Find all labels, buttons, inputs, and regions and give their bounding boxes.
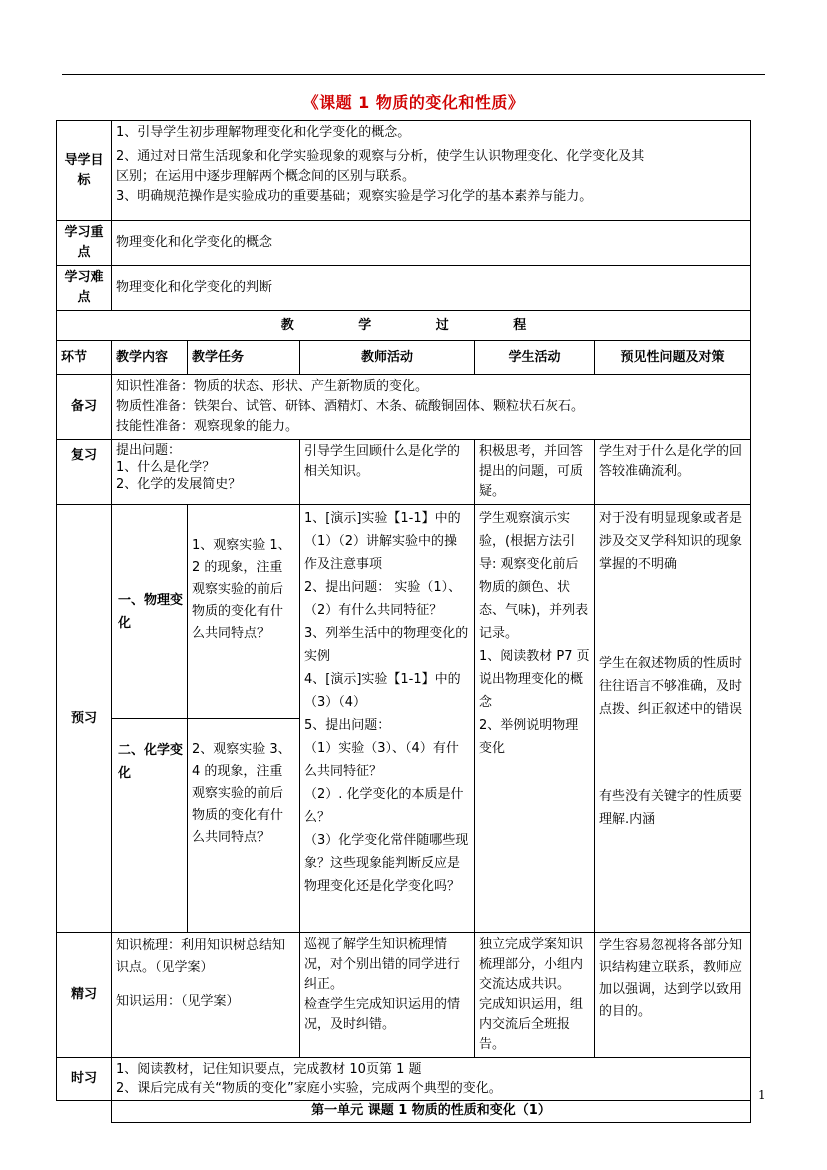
goals-label: 导学目标 — [57, 121, 112, 221]
focus-label: 学习重点 — [57, 221, 112, 266]
focus-text: 物理变化和化学变化的概念 — [112, 221, 751, 266]
review-issues: 学生对于什么是化学的回答较准确流利。 — [595, 440, 751, 505]
header-stage: 环节 — [57, 341, 112, 375]
process-title — [57, 311, 751, 341]
header-student: 学生活动 — [475, 341, 595, 375]
process-title-row — [57, 311, 751, 341]
preview-task-physical: 1、观察实验 1、2 的现象，注重观察实验的前后物质的变化有什么共同特点？ — [188, 505, 300, 719]
homework-label: 时习 — [57, 1058, 112, 1101]
goals-row — [57, 121, 751, 221]
preview-issues — [595, 505, 751, 933]
footer-title: 第一单元 课题 1 物质的性质和变化（1） — [112, 1101, 751, 1123]
preview-label: 预习 — [57, 505, 112, 933]
preview-teacher-line-8: （3）化学变化常伴随哪些现象？这些现象能判断反应是物理变化还是化学变化吗？ — [304, 833, 469, 894]
header-content: 教学内容 — [112, 341, 188, 375]
review-teacher: 引导学生回顾什么是化学的相关知识。 — [300, 440, 475, 505]
preview-task-chemical: 2、观察实验 3、4 的现象，注重观察实验的前后物质的变化有什么共同特点？ — [188, 719, 300, 933]
preview-student-line-3: 2、举例说明物理变化 — [479, 718, 579, 756]
header-issues: 预见性问题及对策 — [595, 341, 751, 375]
practice-content-line-2: 知识运用：（见学案） — [116, 994, 240, 1009]
preview-student-line-1: 学生观察演示实验，(根据方法引导: 观察变化前后物质的颜色、状态、气味)，并列表记录。 — [479, 511, 589, 641]
goals-line-2: 2、通过对日常生活现象和化学实验现象的观察与分析，使学生认识物理变化、化学变化及其 — [116, 149, 645, 164]
header-task: 教学任务 — [188, 341, 300, 375]
review-label: 复习 — [57, 440, 112, 505]
difficulty-row — [57, 266, 751, 311]
practice-label: 精习 — [57, 933, 112, 1058]
preview-topic-physical: 一、物理变化 — [112, 505, 188, 719]
column-header-row — [57, 341, 751, 375]
prep-text — [112, 375, 751, 440]
preview-issues-line-2: 学生在叙述物质的性质时往往语言不够准确，及时点拨、纠正叙述中的错误 — [599, 656, 743, 717]
practice-student-line-2: 完成知识运用，组内交流后全班报告。 — [479, 997, 584, 1052]
review-row — [57, 440, 751, 505]
goals-line-3: 区别；在运用中逐步理解两个概念间的区别与联系。 — [116, 169, 416, 184]
prep-label: 备习 — [57, 375, 112, 440]
practice-teacher-line-1: 巡视了解学生知识梳理情况，对个别出错的同学进行纠正。 — [304, 937, 461, 992]
prep-line-1: 知识性准备：物质的状态、形状、产生新物质的变化。 — [116, 379, 429, 394]
difficulty-label: 学习难点 — [57, 266, 112, 311]
preview-teacher-line-4: 4、[演示]实验【1-1】中的（3）（4） — [304, 672, 461, 710]
difficulty-text: 物理变化和化学变化的判断 — [112, 266, 751, 311]
goals-line-1: 1、引导学生初步理解物理变化和化学变化的概念。 — [116, 125, 411, 140]
practice-issues: 学生容易忽视将各部分知识结构建立联系，教师应加以强调，达到学以致用的目的。 — [595, 933, 751, 1058]
practice-student — [475, 933, 595, 1058]
footer-blank-cell — [57, 1101, 112, 1123]
homework-line-2: 2、课后完成有关“物质的变化”家庭小实验，完成两个典型的变化。 — [116, 1081, 502, 1096]
prep-line-3: 技能性准备：观察现象的能力。 — [116, 419, 299, 434]
process-title-text: 教 学 过 程 — [280, 317, 557, 333]
homework-row — [57, 1058, 751, 1101]
preview-topic-chemical: 二、化学变化 — [112, 719, 188, 933]
review-content-line-3: 2、化学的发展简史？ — [116, 477, 242, 492]
preview-issues-line-3: 有些没有关键字的性质要理解.内涵 — [599, 789, 743, 827]
preview-teacher-line-1: 1、[演示]实验【1-1】中的（1）（2）讲解实验中的操作及注意事项 — [304, 511, 461, 572]
goals-text — [112, 121, 751, 221]
preview-student-line-2: 1、阅读教材 P7 页说出物理变化的概念 — [479, 649, 590, 710]
review-student: 积极思考，并回答提出的问题，可质疑。 — [475, 440, 595, 505]
practice-row — [57, 933, 751, 1058]
preview-teacher-line-2: 2、提出问题： 实验（1）、（2）有什么共同特征？ — [304, 580, 462, 618]
header-teacher: 教师活动 — [300, 341, 475, 375]
practice-content — [112, 933, 300, 1058]
practice-student-line-1: 独立完成学案知识梳理部分，小组内交流达成共识。 — [479, 937, 584, 992]
review-content-line-1: 提出问题： — [116, 443, 182, 458]
review-content-line-2: 1、什么是化学？ — [116, 460, 216, 475]
preview-issues-line-1: 对于没有明显现象或者是涉及交叉学科知识的现象掌握的不明确 — [599, 511, 743, 572]
preview-student — [475, 505, 595, 933]
footer-title-row — [57, 1101, 751, 1123]
homework-line-1: 1、阅读教材，记住知识要点，完成教材 10页第 1 题 — [116, 1062, 422, 1077]
preview-teacher — [300, 505, 475, 933]
preview-teacher-line-7: （2）. 化学变化的本质是什么？ — [304, 787, 464, 825]
lesson-plan-table — [56, 120, 751, 1123]
preview-teacher-line-6: （1）实验（3）、（4）有什么共同特征？ — [304, 741, 459, 779]
preview-teacher-line-3: 3、列举生活中的物理变化的实例 — [304, 626, 469, 664]
focus-row — [57, 221, 751, 266]
preview-row-physical — [57, 505, 751, 719]
homework-text — [112, 1058, 751, 1101]
review-content — [112, 440, 300, 505]
goals-line-4: 3、明确规范操作是实验成功的重要基础；观察实验是学习化学的基本素养与能力。 — [116, 189, 593, 204]
practice-teacher — [300, 933, 475, 1058]
preview-teacher-line-5: 5、提出问题： — [304, 718, 391, 733]
document-title: 《课题 1 物质的变化和性质》 — [302, 93, 525, 112]
practice-content-line-1: 知识梳理：利用知识树总结知识点。（见学案） — [116, 938, 286, 975]
practice-teacher-line-2: 检查学生完成知识运用的情况，及时纠错。 — [304, 997, 461, 1032]
prep-row — [57, 375, 751, 440]
page-number: 1 — [758, 1088, 766, 1102]
header-rule — [62, 74, 765, 75]
prep-line-2: 物质性准备：铁架台、试管、研钵、酒精灯、木条、硫酸铜固体、颗粒状石灰石。 — [116, 399, 585, 414]
